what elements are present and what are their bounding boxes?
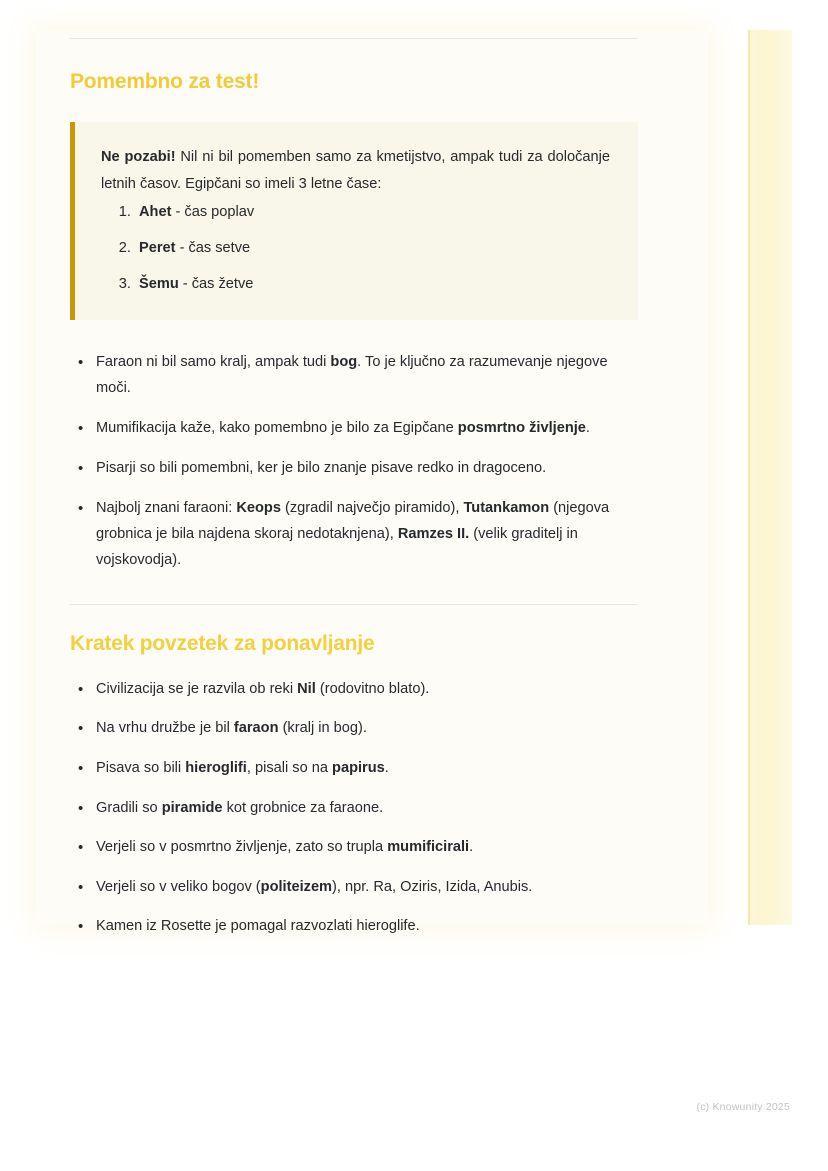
body-text: .: [585, 419, 590, 436]
body-text: , pisali so na: [246, 760, 333, 777]
list-item: [94, 876, 638, 899]
right-stripe-edge: [748, 30, 750, 925]
emphasis-text: faraon: [233, 720, 279, 737]
footer-copyright: (c) Knowunity 2025: [696, 1101, 790, 1113]
body-text: Najbolj znani faraoni:: [96, 499, 237, 516]
body-text: Verjeli so v veliko bogov (: [96, 878, 261, 895]
body-text: Verjeli so v posmrtno življenje, zato so trupla: [96, 839, 388, 856]
callout-list-item: [135, 274, 610, 296]
emphasis-text: posmrtno življenje: [457, 419, 586, 436]
callout-lead-text: Nil ni bil pomemben samo za kmetijstvo, ampak tudi za določanje letnih časov. Egipčani so imeli 3 letne čase:: [101, 149, 610, 193]
list-item: [94, 915, 638, 938]
emphasis-text: piramide: [161, 799, 223, 816]
emphasis-text: papirus: [332, 760, 385, 777]
list-item: [94, 717, 638, 740]
section-divider: [70, 604, 638, 605]
callout-lead-paragraph: [101, 144, 610, 198]
emphasis-text: Ramzes II.: [397, 525, 470, 542]
body-text: (rodovitno blato).: [315, 680, 430, 697]
list-item: [94, 456, 638, 482]
callout-list-item-term: Peret: [139, 240, 176, 257]
body-text: .: [384, 760, 389, 777]
list-item: [94, 350, 638, 402]
section-2-bullet-list: [70, 678, 638, 938]
callout-list-item-rest: - čas setve: [175, 240, 251, 257]
body-text: Gradili so: [96, 799, 162, 816]
emphasis-text: Tutankamon: [463, 499, 550, 516]
body-text: (velik graditelj in vojskovodja).: [96, 525, 578, 568]
body-text: Faraon ni bil samo kralj, ampak tudi: [96, 353, 331, 370]
body-text: kot grobnice za faraone.: [222, 799, 384, 816]
list-item: [94, 496, 638, 574]
callout-list-item: [135, 202, 610, 224]
body-text: Na vrhu družbe je bil: [96, 720, 234, 737]
emphasis-text: politeizem: [260, 878, 333, 895]
body-text: . To je ključno za razumevanje njegove moči.: [96, 353, 608, 396]
callout-list-item-term: Ahet: [139, 204, 172, 221]
section-1-bullet-list: [70, 350, 638, 574]
callout-ordered-list: [101, 202, 610, 296]
callout-ne-pozabi: [70, 122, 638, 320]
top-divider: [70, 38, 638, 39]
body-text: (njegova grobnica je bila najdena skoraj nedotaknjena),: [96, 499, 610, 542]
callout-list-item: [135, 238, 610, 260]
right-decorative-stripe: [748, 30, 792, 925]
body-text: .: [469, 839, 474, 856]
body-text: Mumifikacija kaže, kako pomembno je bilo za Egipčane: [96, 419, 458, 436]
list-item: [94, 416, 638, 442]
callout-list-item-rest: - čas žetve: [178, 275, 254, 292]
body-text: Pisarji so bili pomembni, ker je bilo znanje pisave redko in dragoceno.: [96, 459, 547, 476]
list-item: [94, 678, 638, 701]
emphasis-text: Keops: [236, 499, 281, 516]
emphasis-text: bog: [330, 353, 358, 370]
list-item: [94, 836, 638, 859]
emphasis-text: mumificirali: [387, 839, 470, 856]
body-text: (kralj in bog).: [278, 720, 367, 737]
emphasis-text: Nil: [297, 680, 316, 697]
body-text: Civilizacija se je razvila ob reki: [96, 680, 298, 697]
list-item: [94, 757, 638, 780]
callout-lead-bold: Ne pozabi!: [101, 149, 176, 166]
list-item: [94, 797, 638, 820]
body-text: Kamen iz Rosette je pomagal razvozlati hieroglife.: [96, 918, 420, 935]
body-text: (zgradil največjo piramido),: [280, 499, 464, 516]
body-text: ), npr. Ra, Oziris, Izida, Anubis.: [332, 878, 533, 895]
emphasis-text: hieroglifi: [185, 760, 247, 777]
document-column: [70, 38, 638, 955]
callout-list-item-term: Šemu: [139, 275, 179, 292]
section-heading-pomembno-za-test: Pomembno za test!: [70, 70, 260, 93]
section-heading-kratek-povzetek: Kratek povzetek za ponavljanje: [70, 631, 375, 655]
callout-list-item-rest: - čas poplav: [171, 204, 255, 221]
body-text: Pisava so bili: [96, 760, 186, 777]
